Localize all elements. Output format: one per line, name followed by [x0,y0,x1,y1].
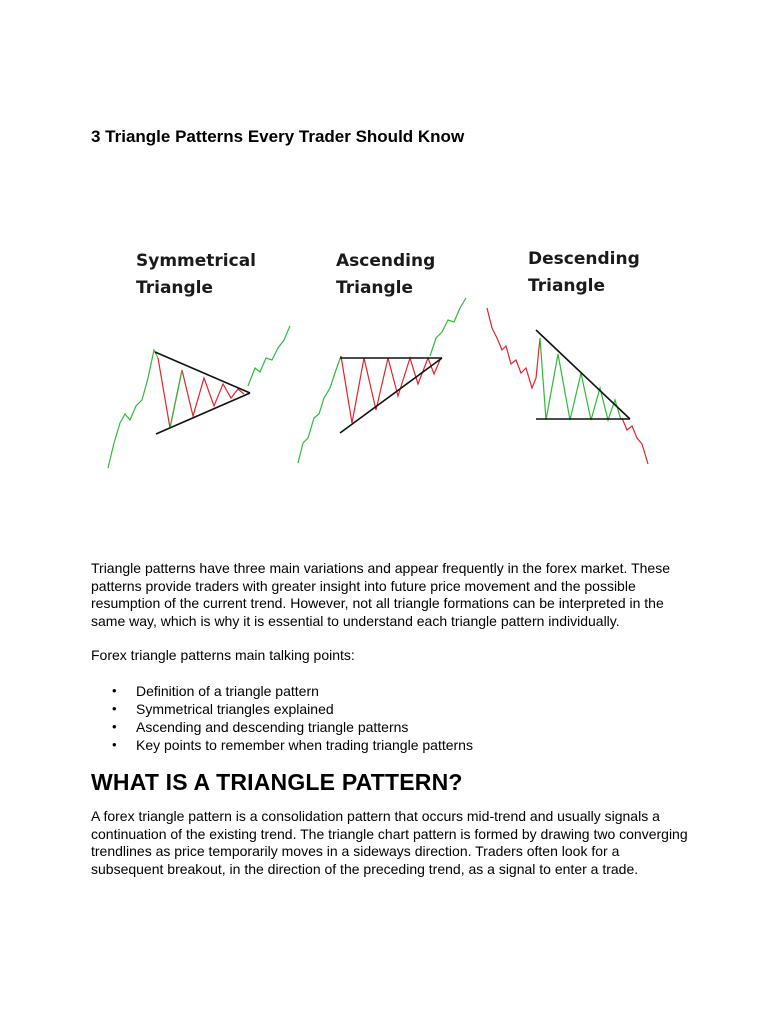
section-paragraph: A forex triangle pattern is a consolidation pattern that occurs mid-trend and usually signals a continuation of the existing trend. The triangle chart pattern is formed by drawing two converging trendlines as price temporarily moves in a sideways direction. Traders often look for a subsequent breakout, in the direction of the preceding trend, as a signal to enter a trade. [91,808,688,877]
trendline [536,330,630,419]
price-line-up [248,326,290,386]
price-zigzag-up [170,370,182,428]
trendline [155,352,250,393]
price-zigzag [158,358,244,428]
price-line-up [430,298,466,356]
section-heading: WHAT IS A TRIANGLE PATTERN? [91,768,463,795]
list-item: • Definition of a triangle pattern [136,682,691,700]
price-line-down [487,308,540,388]
panel-label-line1: Ascending [336,251,436,271]
price-line-up [108,350,158,468]
price-line-up [298,356,341,463]
panel-label-line2: Triangle [336,278,414,298]
body-text [91,560,691,878]
trendline [156,393,250,434]
panel-label-line1: Descending [528,249,640,269]
talking-points-list [91,682,691,754]
points-intro: Forex triangle patterns main talking points: [91,647,355,663]
list-item: • Key points to remember when trading triangle patterns [136,736,691,754]
list-item: • Ascending and descending triangle patterns [136,718,691,736]
panel-descending [487,249,648,464]
page-title: 3 Triangle Patterns Every Trader Should Know [91,127,465,146]
panel-label-line2: Triangle [528,276,606,296]
triangle-patterns-figure [100,238,660,478]
list-item: • Symmetrical triangles explained [136,700,691,718]
price-line-down [622,418,648,464]
price-zigzag [540,338,621,420]
price-zigzag [341,356,440,423]
panel-label-line1: Symmetrical [136,251,256,271]
panel-symmetrical [108,251,290,468]
intro-paragraph: Triangle patterns have three main variations and appear frequently in the forex market. These patterns provide traders with greater insight into future price movement and the possible resumption of the current trend. However, not all triangle formations can be interpreted in the same way, which is why it is essential to understand each triangle pattern individually. [91,560,670,629]
panel-ascending [298,251,466,463]
panel-label-line2: Triangle [136,278,214,298]
